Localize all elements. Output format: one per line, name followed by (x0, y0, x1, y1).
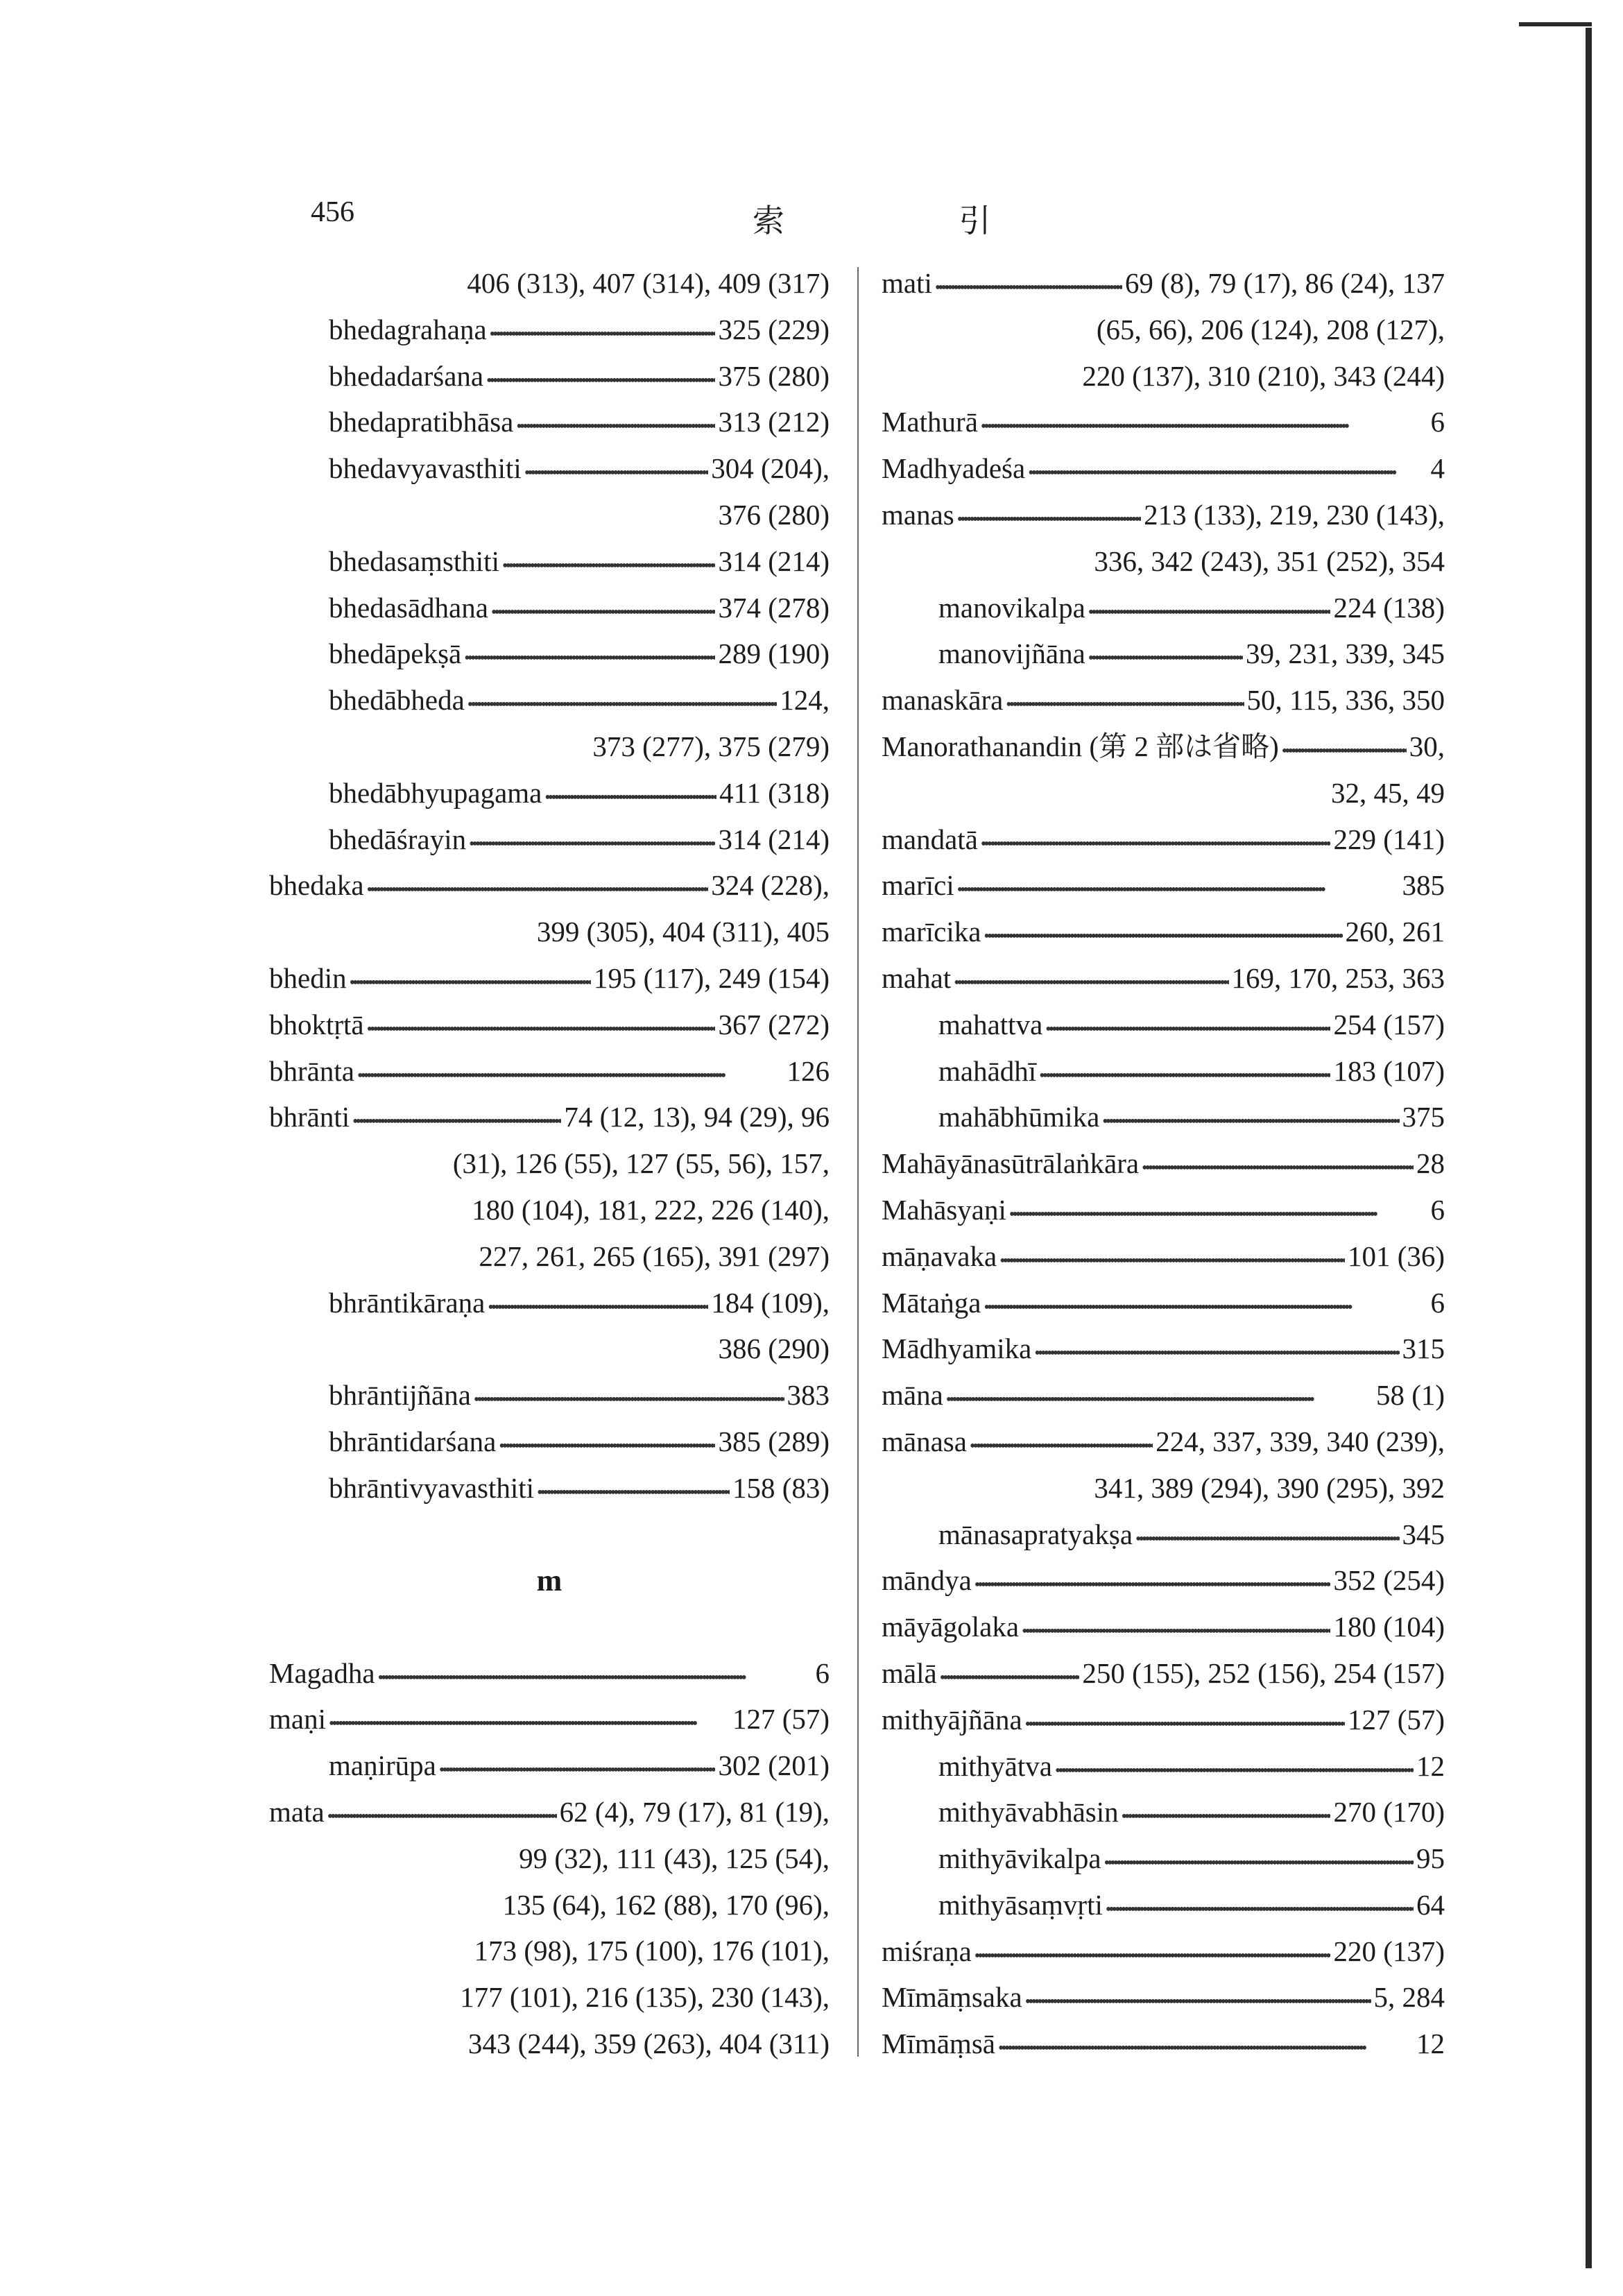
index-entry (269, 1372, 830, 1419)
dot-leader (1088, 585, 1331, 636)
index-term: Mahāsyaṇi (882, 1193, 1006, 1226)
index-entry-continuation: 386 (290) (718, 1333, 830, 1365)
dot-leader (474, 1372, 784, 1423)
index-entry (882, 1882, 1445, 1928)
page-edge-top (1519, 22, 1592, 26)
index-entry (882, 1697, 1445, 1743)
page-references: 250 (155), 252 (156), 254 (157) (1082, 1656, 1445, 1689)
dot-leader (984, 1280, 1427, 1331)
page-references: 184 (109), (711, 1286, 830, 1319)
index-term: bhedasādhana (329, 591, 488, 624)
index-term: mahābhūmika (938, 1101, 1100, 1133)
index-term: māndya (882, 1564, 972, 1597)
page-references: 50, 115, 336, 350 (1246, 684, 1445, 717)
dot-leader (998, 2021, 1414, 2072)
index-column-right (882, 260, 1445, 2067)
page-references: 58 (1) (1375, 1379, 1445, 1412)
page-references: 127 (57) (1347, 1703, 1445, 1736)
index-term: mālā (882, 1656, 937, 1689)
index-entry-continuation: 406 (313), 407 (314), 409 (317) (467, 267, 830, 299)
index-entry (882, 862, 1445, 909)
index-entry-continuation: 336, 342 (243), 351 (252), 354 (1094, 545, 1445, 577)
index-term: mānasa (882, 1425, 967, 1457)
page-references: 180 (104) (1333, 1611, 1445, 1643)
index-term: marīcika (882, 916, 981, 948)
dot-leader (981, 816, 1331, 868)
index-term: mithyāsaṃvṛti (938, 1888, 1103, 1921)
index-term: mithyājñāna (882, 1703, 1022, 1736)
section-heading: m (536, 1563, 563, 1597)
page-references: 254 (157) (1333, 1008, 1445, 1040)
page-references: 224 (138) (1333, 591, 1445, 624)
page-references: 124, (780, 684, 830, 717)
dot-leader (1135, 1511, 1399, 1563)
page-references: 5, 284 (1373, 1981, 1445, 2014)
dot-leader (1045, 1002, 1330, 1053)
dot-leader (464, 631, 715, 682)
index-term: mandatā (882, 823, 978, 855)
page-references: 345 (1402, 1518, 1445, 1550)
dot-leader (1106, 1882, 1414, 1933)
index-entry (882, 492, 1445, 538)
index-entry-continuation: 180 (104), 181, 222, 226 (140), (472, 1193, 830, 1226)
index-entry-continuation: 227, 261, 265 (165), 391 (297) (479, 1240, 830, 1272)
page-references: 6 (815, 1656, 830, 1689)
page-references: 411 (318) (719, 776, 830, 809)
dot-leader (1282, 723, 1407, 775)
page-references: 30, (1409, 730, 1445, 762)
index-term: Mātaṅga (882, 1286, 981, 1319)
index-entry (269, 1280, 830, 1326)
dot-leader (1025, 1974, 1371, 2025)
dot-leader (378, 1650, 813, 1702)
index-entry (269, 1048, 830, 1095)
index-column-left (269, 260, 830, 2067)
dot-leader (490, 307, 716, 358)
dot-leader (940, 1650, 1080, 1702)
dot-leader (350, 955, 591, 1006)
index-entry (269, 1650, 830, 1697)
dot-leader (1039, 1048, 1330, 1099)
page-references: 69 (8), 79 (17), 86 (24), 137 (1124, 267, 1445, 299)
page-references: 6 (1430, 406, 1445, 438)
index-entry (882, 1140, 1445, 1187)
page-references: 375 (280) (718, 359, 830, 392)
index-entry (882, 260, 1445, 307)
dot-leader (957, 862, 1400, 914)
dot-leader (999, 1233, 1345, 1285)
index-entry (269, 1465, 830, 1511)
page-references: 183 (107) (1333, 1054, 1445, 1087)
index-entry (882, 1048, 1445, 1095)
index-entry-continuation: 341, 389 (294), 390 (295), 392 (1094, 1471, 1445, 1504)
dot-leader (1104, 1835, 1414, 1887)
index-term: mata (269, 1795, 325, 1828)
index-entry-continuation: 32, 45, 49 (1331, 776, 1445, 809)
index-term: bhedasaṃsthiti (329, 545, 499, 577)
index-term: mahat (882, 961, 952, 994)
index-entry (882, 1511, 1445, 1558)
page-references: 375 (1402, 1101, 1445, 1133)
dot-leader (1034, 1326, 1399, 1377)
index-term: bhedapratibhāsa (329, 406, 514, 438)
dot-leader (1088, 631, 1243, 682)
dot-leader (491, 585, 715, 636)
index-entry (882, 1002, 1445, 1048)
index-term: mithyāvabhāsin (938, 1796, 1119, 1828)
index-entry (269, 677, 830, 723)
page-references: 324 (228), (711, 869, 830, 902)
index-entry-continuation: 177 (101), 216 (135), 230 (143), (460, 1981, 830, 2014)
index-term: bhedāśrayin (329, 823, 467, 855)
index-entry (882, 677, 1445, 723)
index-entry (882, 1743, 1445, 1790)
index-term: Madhyadeśa (882, 452, 1026, 485)
index-entry (269, 1419, 830, 1465)
index-entry (882, 1650, 1445, 1697)
dot-leader (974, 1928, 1331, 1980)
index-term: manovikalpa (938, 591, 1085, 624)
index-entry (882, 1326, 1445, 1372)
index-entry (882, 1604, 1445, 1650)
index-term: Mādhyamika (882, 1333, 1032, 1365)
page-references: 374 (278) (718, 591, 830, 624)
index-term: bhrāntikāraṇa (329, 1286, 486, 1319)
index-entry (269, 445, 830, 492)
index-entry-continuation: 343 (244), 359 (263), 404 (311) (467, 2027, 830, 2059)
index-entry (269, 631, 830, 677)
index-entry (882, 723, 1445, 770)
index-entry (269, 955, 830, 1002)
dot-leader (974, 1557, 1331, 1609)
index-term: Magadha (269, 1656, 375, 1689)
index-term: mahattva (938, 1008, 1043, 1040)
page-references: 12 (1416, 2028, 1445, 2060)
dot-leader (327, 1789, 557, 1840)
index-entry (882, 1928, 1445, 1975)
index-term: mithyātva (938, 1749, 1052, 1782)
index-term: bhedagrahaṇa (329, 313, 487, 345)
index-entry (882, 1280, 1445, 1326)
dot-leader (1122, 1789, 1331, 1840)
index-entry-continuation: 220 (137), 310 (210), 343 (244) (1082, 359, 1445, 392)
index-entry (269, 399, 830, 445)
index-term: Mathurā (882, 406, 978, 438)
page-references: 74 (12, 13), 94 (29), 96 (564, 1101, 830, 1133)
index-term: mahādhī (938, 1054, 1037, 1087)
index-entry (882, 1233, 1445, 1280)
index-term: maṇi (269, 1703, 326, 1736)
dot-leader (981, 399, 1428, 450)
dot-leader (1006, 677, 1244, 728)
index-term: bhedābheda (329, 684, 465, 717)
index-entry (882, 1372, 1445, 1419)
page-references: 260, 261 (1345, 916, 1445, 948)
index-entry (882, 399, 1445, 445)
dot-leader (357, 1048, 784, 1099)
index-term: mānasapratyakṣa (938, 1518, 1133, 1550)
page-references: 385 (289) (718, 1425, 830, 1457)
page-references: 6 (1430, 1286, 1445, 1319)
page-references: 64 (1416, 1888, 1445, 1921)
index-term: māyāgolaka (882, 1611, 1020, 1643)
page-references: 28 (1416, 1147, 1445, 1180)
dot-leader (1102, 1094, 1399, 1145)
index-entry (882, 816, 1445, 863)
dot-leader (954, 955, 1228, 1006)
dot-leader (486, 353, 715, 404)
index-term: bhedābhyupagama (329, 776, 542, 809)
index-entry (882, 1094, 1445, 1140)
page-references: 213 (133), 219, 230 (143), (1144, 498, 1445, 531)
index-entry (269, 538, 830, 585)
index-term: māṇavaka (882, 1240, 997, 1272)
page-references: 314 (214) (718, 823, 830, 855)
page-references: 12 (1416, 1749, 1445, 1782)
index-term: Manorathanandin (第 2 部は省略) (882, 730, 1279, 762)
index-term: bhrānti (269, 1101, 350, 1133)
index-entry (882, 909, 1445, 955)
dot-leader (946, 1372, 1373, 1423)
index-entry (269, 1094, 830, 1140)
page-references: 126 (787, 1054, 830, 1087)
dot-leader (935, 260, 1122, 311)
index-entry (882, 1974, 1445, 2021)
page-references: 325 (229) (718, 313, 830, 345)
page-edge-shadow (1586, 28, 1592, 2268)
dot-leader (1022, 1604, 1330, 1655)
dot-leader (329, 1696, 730, 1747)
dot-leader (970, 1419, 1153, 1470)
index-term: manovijñāna (938, 637, 1085, 670)
index-term: miśraṇa (882, 1935, 972, 1967)
page-number: 456 (311, 196, 354, 228)
page-references: 385 (1402, 869, 1445, 902)
column-divider (857, 267, 859, 2057)
index-entry (882, 1557, 1445, 1604)
page-references: 313 (212) (718, 406, 830, 438)
page-references: 101 (36) (1347, 1240, 1445, 1272)
index-entry (269, 307, 830, 353)
dot-leader (367, 862, 709, 914)
index-entry-continuation: (65, 66), 206 (124), 208 (127), (1096, 313, 1445, 345)
index-entry (269, 585, 830, 631)
index-term: maṇirūpa (329, 1749, 436, 1782)
dot-leader (367, 1002, 716, 1053)
dot-leader (352, 1094, 561, 1145)
page-references: 62 (4), 79 (17), 81 (19), (559, 1795, 830, 1828)
index-term: bhedaka (269, 869, 364, 902)
page-references: 229 (141) (1333, 823, 1445, 855)
index-entry-continuation: 135 (64), 162 (88), 170 (96), (502, 1888, 830, 1921)
dot-leader (957, 492, 1141, 543)
page-references: 4 (1430, 452, 1445, 485)
dot-leader (439, 1742, 716, 1794)
dot-leader (1055, 1743, 1414, 1794)
page-references: 169, 170, 253, 363 (1231, 961, 1445, 994)
page-references: 95 (1416, 1842, 1445, 1875)
page-references: 302 (201) (718, 1749, 830, 1782)
page-references: 352 (254) (1333, 1564, 1445, 1597)
index-term: mithyāvikalpa (938, 1842, 1101, 1875)
dot-leader (524, 445, 708, 497)
index-entry-continuation: 399 (305), 404 (311), 405 (536, 916, 830, 948)
index-entry (269, 862, 830, 909)
page-references: 314 (214) (718, 545, 830, 577)
index-term: manas (882, 498, 954, 531)
index-entry-continuation: (31), 126 (55), 127 (55, 56), 157, (452, 1147, 830, 1180)
index-entry (882, 585, 1445, 631)
index-entry (269, 1002, 830, 1048)
index-term: bhrāntidarśana (329, 1425, 497, 1457)
index-entry (882, 631, 1445, 677)
dot-leader (544, 770, 716, 821)
index-term: bhoktṛtā (269, 1008, 364, 1040)
dot-leader (469, 816, 715, 868)
dot-leader (467, 677, 777, 728)
index-entry-continuation: 373 (277), 375 (279) (592, 730, 830, 762)
index-entry-continuation: 99 (32), 111 (43), 125 (54), (519, 1842, 830, 1874)
index-entry (882, 2021, 1445, 2067)
index-entry (882, 1187, 1445, 1233)
index-term: bhedāpekṣā (329, 637, 462, 670)
index-entry-continuation: 376 (280) (718, 498, 830, 531)
dot-leader (1009, 1187, 1428, 1238)
dot-leader (516, 399, 715, 450)
index-entry (269, 1742, 830, 1789)
index-term: bhedin (269, 961, 347, 994)
dot-leader (499, 1419, 715, 1470)
index-entry (269, 1696, 830, 1742)
index-entry (882, 445, 1445, 492)
dot-leader (1142, 1140, 1414, 1192)
index-term: mati (882, 267, 932, 299)
page-references: 220 (137) (1333, 1935, 1445, 1967)
running-head: 索 引 (753, 203, 1074, 239)
dot-leader (488, 1280, 708, 1331)
page-references: 6 (1430, 1193, 1445, 1226)
index-entry (269, 1789, 830, 1835)
page-references: 315 (1402, 1333, 1445, 1365)
dot-leader (984, 909, 1342, 960)
index-entry (882, 1419, 1445, 1465)
index-entry (882, 1835, 1445, 1882)
index-term: Mīmāṃsaka (882, 1981, 1022, 2014)
index-term: manaskāra (882, 684, 1004, 717)
page-references: 39, 231, 339, 345 (1246, 637, 1445, 670)
dot-leader (502, 538, 715, 590)
dot-leader (1025, 1697, 1345, 1748)
page-references: 304 (204), (711, 452, 830, 485)
page-references: 127 (57) (732, 1703, 830, 1736)
page-references: 224, 337, 339, 340 (239), (1156, 1425, 1445, 1457)
index-entry (882, 955, 1445, 1002)
index-entry (269, 770, 830, 816)
index-entry (269, 816, 830, 863)
index-entry (269, 353, 830, 400)
index-term: Mahāyānasūtrālaṅkāra (882, 1147, 1140, 1180)
index-entry (882, 1789, 1445, 1835)
dot-leader (1028, 445, 1427, 497)
dot-leader (537, 1465, 730, 1516)
page-references: 289 (190) (718, 637, 830, 670)
index-term: Mīmāṃsā (882, 2028, 995, 2060)
index-term: bhrāntivyavasthiti (329, 1471, 535, 1504)
page-references: 158 (83) (732, 1471, 830, 1504)
page-references: 383 (787, 1379, 830, 1412)
index-term: bhrānta (269, 1054, 354, 1087)
page-references: 195 (117), 249 (154) (593, 961, 830, 994)
index-term: bhrāntijñāna (329, 1379, 471, 1412)
page-references: 270 (170) (1333, 1796, 1445, 1828)
index-term: marīci (882, 869, 954, 902)
index-term: māna (882, 1379, 943, 1412)
page-references: 367 (272) (718, 1008, 830, 1040)
index-term: bhedavyavasthiti (329, 452, 522, 485)
index-entry-continuation: 173 (98), 175 (100), 176 (101), (474, 1935, 830, 1967)
index-term: bhedadarśana (329, 359, 484, 392)
